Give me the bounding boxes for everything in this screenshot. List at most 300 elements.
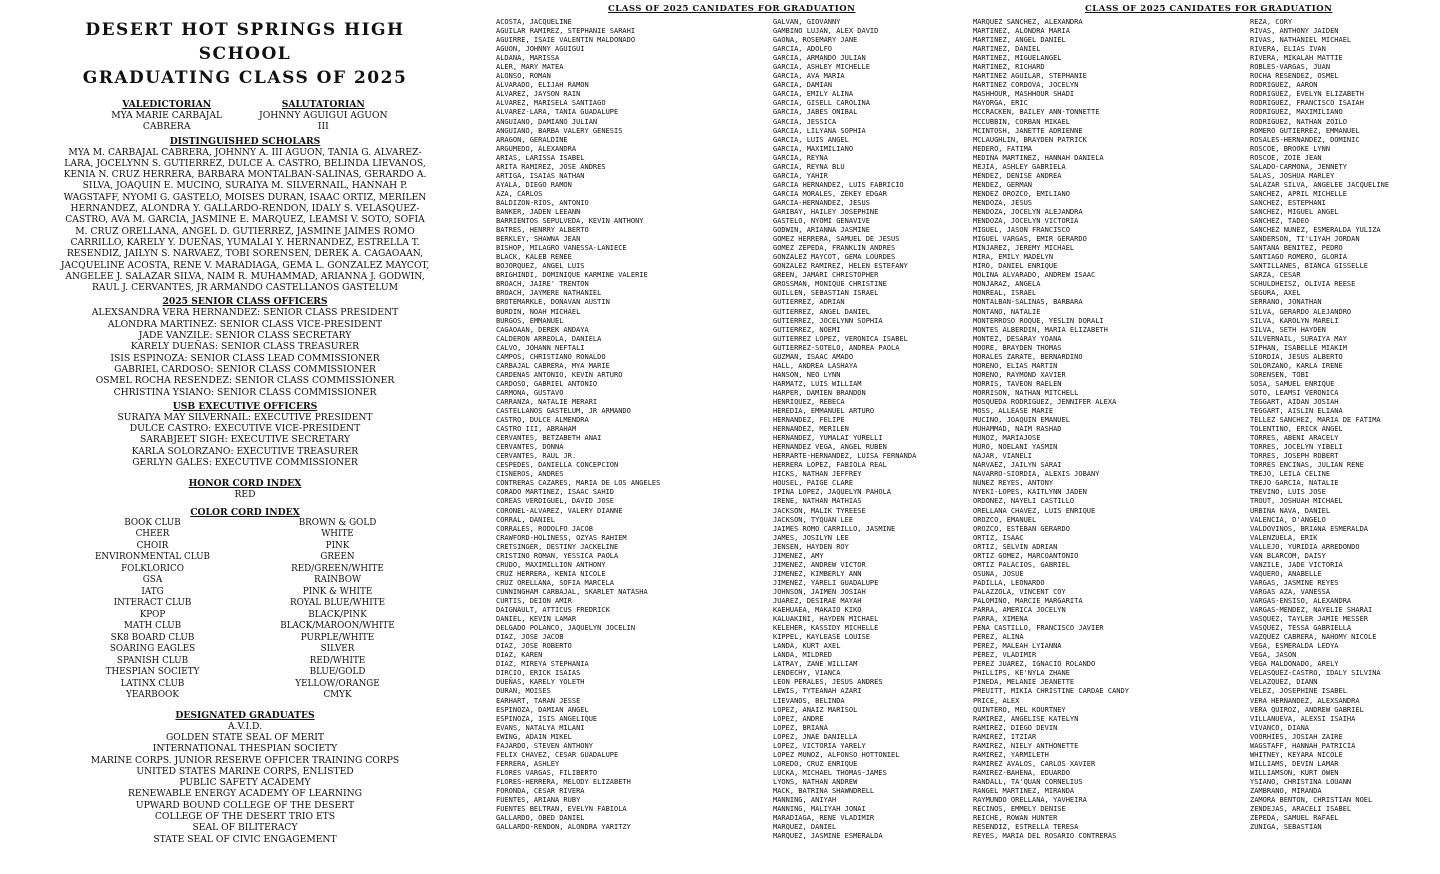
candidate-name: ESPINOZA, DAMIAN ANGEL [496,705,589,714]
candidate-name: LOREDO, CRUZ ENRIQUE [773,759,858,768]
candidate-name: ORDONEZ, NAYELI CASTILLO [973,497,1075,506]
candidate-name: ALONSO, ROMAN [496,72,551,81]
candidates-column-3 [973,18,1233,841]
candidate-name: ALVARADO, ELIJAH RAMON [496,81,589,90]
candidate-name: OSUNA, JOSUE [973,569,1024,578]
candidate-name: GODWIN, ARIANNA JASMINE [773,226,870,235]
salutatorian-name: JOHNNY AGUIGUI AGUON III [259,110,388,133]
candidate-name: BLACK, KALEB RENEE [496,253,572,262]
candidate-name: LYONS, NATHAN ANDREW [773,777,858,786]
candidate-name: MENDOZA, JOCELYN ALEJANDRA [973,207,1083,216]
candidate-name: MAYORGA, ERIC [973,99,1028,108]
candidate-name: RANDALL, TA'QUAN CORNELIUS [973,777,1083,786]
designation-item: COLLEGE OF THE DESERT TRIO ETS [154,810,336,822]
candidate-name: BOJORQUEZ, ANGEL LUIS [496,262,585,271]
candidate-name: HANSON, NEO LYNN [773,370,841,379]
candidate-name: GARCIA, ADOLFO [773,45,833,54]
candidate-name: MUNOZ, MARIAJOSE [973,434,1041,443]
candidate-name: HARMATZ, LUIS WILLIAM [773,379,862,388]
honors-row [60,96,430,133]
candidate-name: IRENE, NATHAN MATHIAS [773,497,862,506]
designation-item: UPWARD BOUND COLLEGE OF THE DESERT [135,799,355,811]
candidate-name: BROTEMARKLE, DONAVAN AUSTIN [496,298,610,307]
cord-color: WHITE [321,529,354,540]
designation-item: MARINE CORPS. JUNIOR RESERVE OFFICER TRAINING CORPS [90,754,400,766]
candidate-name: SALADO-CARMONA, JENNETY [1250,162,1347,171]
candidate-name: TROUT, JOSHUAH MICHAEL [1250,497,1343,506]
candidate-name: VIVANCO, DIANA [1250,723,1310,732]
candidate-name: CESPEDES, DANIELLA CONCEPCION [496,461,619,470]
candidate-name: MANNING, MALIYAH JONAI [773,805,866,814]
candidate-name: CRISTINO ROMAN, YESSICA PAOLA [496,551,619,560]
candidate-name: RAMIREZ, YARMILETH [973,750,1049,759]
candidate-name: CARMONA, GUSTAVO [496,388,564,397]
candidate-name: VILLANUEVA, ALEXSI ISAIHA [1250,714,1356,723]
candidate-name: REYES, MARIA DEL ROSARIO CONTRERAS [973,832,1117,841]
candidate-name: VEGA, JASON [1250,651,1297,660]
candidate-name: TEGGART, AIDAN JOSIAH [1250,397,1339,406]
candidate-name: MEDINA MARTINEZ, HANNAH DANIELA [973,153,1104,162]
candidate-name: DIAZ, KAREN [496,651,543,660]
candidate-name: MONREAL, ISRAEL [973,289,1037,298]
candidate-name: HALL, ANDREA LASHAYA [773,361,858,370]
designation-item: GOLDEN STATE SEAL OF MERIT [165,731,325,743]
cord-club: MATH CLUB [123,621,182,632]
candidate-name: LIEVANOS, BELINDA [773,696,845,705]
candidate-name: LOPEZ, ANAIZ MARISOL [773,705,858,714]
candidate-name: CERVANTES, RAUL JR. [496,452,577,461]
candidate-name: SANTANA BENITEZ, PEDRO [1250,244,1343,253]
candidate-name: MOSS, ALLEASE MARIE [973,407,1054,416]
candidate-name: CAGAOAAN, DEREK ANDAYA [496,325,589,334]
candidate-name: VALDOVINOS, BRIANA ESMERALDA [1250,524,1369,533]
candidate-name: CRUZ ORELLANA, SOFIA MARCELA [496,578,615,587]
cord-club: FOLKLORICO [121,563,184,574]
candidate-name: LOPEZ, ANDRE [773,714,824,723]
color-cord-table [60,518,430,702]
candidate-name: LUCKA, MICHAEL THOMAS-JAMES [773,768,887,777]
cord-color: GREEN [320,552,355,563]
candidate-name: PARRA, XIMENA [973,615,1028,624]
candidate-name: VAZQUEZ CABRERA, NAHOMY NICOLE [1250,633,1377,642]
cord-club: CHEER [135,529,170,540]
candidate-name: CARBAJAL CABRERA, MYA MARIE [496,361,610,370]
candidate-name: MENDOZA, JOCELYN VICTORIA [973,217,1079,226]
candidate-name: MUCINO, JOAQUIN EMANUEL [973,416,1070,425]
candidate-name: GUTIERREZ, ANGEL DANIEL [773,307,870,316]
candidate-name: RODRIGUEZ, NATHAN ZOILO [1250,117,1347,126]
candidate-name: HEREDIA, EMMANUEL ARTURO [773,407,875,416]
candidate-name: FELIX CHAVEZ, CESAR GUADALUPE [496,750,619,759]
designation-item: UNITED STATES MARINE CORPS, ENLISTED [136,765,354,777]
candidate-name: CERVANTES, DONNA [496,443,564,452]
candidate-name: SILVERNAIL, SURAIYA MAY [1250,334,1347,343]
candidate-name: ARAGON, GERALDINE [496,135,568,144]
candidate-name: ZEPEDA, SAMUEL RAFAEL [1250,814,1339,823]
candidate-name: PALOMINO, MARCIE MARGARITA [973,597,1083,605]
candidate-name: SANCHEZ, MIGUEL ANGEL [1250,207,1339,216]
candidate-name: SARZA, CESAR [1250,271,1301,280]
class-title: GRADUATING CLASS OF 2025 [82,68,408,88]
candidate-name: FLORES-HERRERA, MELODY ELIZABETH [496,777,631,786]
candidate-name: CALVO, JOHANN NEFTALI [496,343,585,352]
candidate-name: VARGAS, JASMINE REYES [1250,578,1339,587]
candidate-name: LANDA, MILDRED [773,651,833,660]
school-title: DESERT HOT SPRINGS HIGH SCHOOL [85,20,405,64]
candidate-name: JAMES, JOSILYN LEE [773,533,849,542]
scholars-heading: DISTINGUISHED SCHOLARS [169,135,321,147]
cord-club: SPANISH CLUB [116,655,189,666]
candidate-name: GARCIA-HERNANDEZ, JESUS [773,198,870,207]
candidate-name: ROSALES-HERNANDEZ, DOMINIC [1250,135,1360,144]
candidate-name: MCLAUGHLIN, BRAYDEN PATRICK [973,135,1087,144]
candidate-name: GARCIA, REYNA BLU [773,162,845,171]
candidate-name: MANNING, ANIYAH [773,796,837,805]
candidate-name: GAONA, ROSEMARY JANE [773,36,858,45]
candidate-name: TREJO, LEILA CELINE [1250,470,1331,479]
cord-color: CMYK [323,690,352,701]
candidate-name: ALER, MARY MATEA [496,63,564,72]
candidate-name: MARTINEZ, RICHARD [973,63,1045,72]
honor-cord-heading: HONOR CORD INDEX [188,478,302,490]
candidate-name: CORADO MARTINEZ, ISAAC SAHID [496,488,615,497]
candidate-name: GUZMAN, ISAAC AMADO [773,352,854,361]
candidate-name: RAMIREZ, NIELY ANTHONETTE [973,741,1079,750]
candidate-name: KIPPEL, KAYLEASE LOUISE [773,633,870,642]
candidate-name: NUNEZ REYES, ANTONY [973,479,1054,488]
candidate-name: LATRAY, ZANE WILLIAM [773,660,858,669]
candidate-name: NARVAEZ, JAILYN SARAI [973,461,1062,470]
candidate-name: RAMIREZ, ITZIAR [973,732,1037,741]
candidate-name: PRICE, ALEX [973,696,1020,705]
candidate-name: CARDOSO, GABRIEL ANTONIO [496,379,598,388]
cord-club: INTERACT CLUB [113,598,192,609]
candidate-name: GOMEZ HERRERA, SAMUEL DE JESUS [773,235,900,244]
candidate-name: JAIMES ROMO CARRILLO, JASMINE [773,524,896,533]
candidate-name: AGUON, JOHNNY AGUIGUI [496,45,585,54]
candidate-name: HOUSEL, PAIGE CLARE [773,479,854,488]
candidate-name: GUTIERREZ, JOCELYNN SOPHIA [773,316,883,325]
candidate-name: VELAZQUEZ, DIANN [1250,678,1318,687]
candidate-name: ALVAREZ, JAYSON RAIN [496,90,581,99]
candidate-name: MARTINEZ, ANGEL DANIEL [973,36,1066,45]
candidate-name: CRUZ HERRERA, KENIA NICOLE [496,569,606,578]
candidate-name: ORTIZ GOMEZ, MARCOANTONIO [973,551,1079,560]
candidate-name: MONTES ALBERDIN, MARIA ELIZABETH [973,325,1108,334]
candidate-name: KAEHUAEA, MAKAIO KIKO [773,606,862,615]
candidate-name: MASHHOUR, MASHHOUR SHADI [973,90,1075,99]
candidate-name: GASTELO, NYOMI GENAVIVE [773,217,870,226]
candidate-name: AYALA, DIEGO RAMON [496,180,572,189]
cord-color: BLACK/PINK [308,609,367,620]
candidate-name: LENDECHY, VIANCA [773,669,841,678]
candidate-name: GONZALEZ RAMIREZ, HELEN ESTEFANY [773,262,908,271]
candidate-name: MEJIA, ASHLEY GABRIELA [973,162,1066,171]
candidate-name: MARTINEZ, MIGUELANGEL [973,54,1062,63]
candidate-name: VARGAS AZA, VANESSA [1250,587,1331,596]
candidate-name: RANGEL MARTINEZ, MIRANDA [973,786,1075,795]
salutatorian-label: SALUTATORIAN [281,99,365,110]
candidate-name: RAMIREZ-BAHENA, EDUARDO [973,768,1070,777]
candidate-name: BATRES, HENRRY ALBERTO [496,226,589,235]
candidate-name: MIRA, EMILY MADELYN [973,253,1054,262]
candidate-name: WAGSTAFF, HANNAH PATRICIA [1250,741,1356,750]
candidate-name: TEGGART, AISLIN ELIANA [1250,407,1343,416]
candidate-name: MEDERO, FATIMA [973,144,1033,153]
candidate-name: GONZALEZ MAYCOT, GEMA LOURDES [773,253,896,262]
candidate-name: SIPHAN, ISABELLE MIAKIM [1250,343,1347,352]
candidate-name: VALLEJO, YURIDIA ARREDONDO [1250,542,1360,551]
candidate-name: DIRCIO, ERICK ISAIAS [496,669,581,678]
candidate-name: HICKS, NATHAN JEFFREY [773,470,862,479]
scholars-list: MYA M. CARBAJAL CABRERA, JOHNNY A. III AGUON, TANIA G. ALVAREZ-LARA, JOCELYNN S. GUTIERREZ, DULCE A. CASTRO, BELINDA LIEVANOS, KENIA N. CRUZ HERRERA, BARBARA MONTALBAN-SALINAS, GERARDO A. SILVA, JOAQUIN E. MUCINO, SURAIYA M. SILVERNAIL, HANNAH P. WAGSTAFF, NYOMI G. GASTELO, MOISES DURAN, ISAAC ORTIZ, MERILEN HERNANDEZ, ALONDRA Y. GALLARDO-RENDON, IDALY S. VELASQUEZ-CASTRO, AVA M. GARCIA, JASMINE E. MARQUEZ, LEAMSI V. SOTO, SOFIA M. CRUZ ORELLANA, ANGEL D. GUTIERREZ, JASMINE JAIMES ROMO CARRILLO, KARELY Y. DUEÑAS, YUMALAI Y. HERNANDEZ, ESTRELLA T. RESENDIZ, JAILYN S. NARVAEZ, TOBI SORENSEN, DEREK A. CAGAOAAN, JACQUELINE ACOSTA, RENE V. MARADIAGA, GEMA L. GONZALEZ MAYCOT, ANGELEE J. SALAZAR SILVA, NAIM R. MUHAMMAD, ARIANNA J. GODWIN, RAUL J. CERVANTES, JR ARMANDO CASTELLANOS GASTELUM [60,146,430,294]
cord-color: YELLOW/ORANGE [295,678,380,689]
candidate-name: RODRIGUEZ, MAXIMILIANO [1250,108,1343,117]
candidate-name: DURAN, MOISES [496,687,551,696]
candidate-name: SANCHEZ, APRIL MICHELLE [1250,189,1347,198]
candidate-name: ALVAREZ-LARA, TANIA GUADALUPE [496,108,619,117]
candidate-name: YSIANO, CHRISTINA LOUANN [1250,777,1352,786]
candidate-name: QUINTERO, MEL KOURTNEY [973,705,1066,714]
candidate-name: LANDA, KURT AXEL [773,642,841,651]
candidate-name: GARIBAY, HAILEY JOSEPHINE [773,207,879,216]
candidate-name: SANCHEZ, ESTEPHANI [1250,198,1326,207]
candidate-name: CRETSINGER, DESTINY JACKELINE [496,542,619,551]
candidate-name: VEGA MALDONADO, ARELY [1250,660,1339,669]
cord-color: RED/GREEN/WHITE [291,563,384,574]
candidate-name: ORTIZ PALACIOS, GABRIEL [973,560,1070,569]
candidate-name: CERVANTES, BETZABETH ANAI [496,434,602,443]
candidate-name: VAN BLARCOM, DAISY [1250,551,1326,560]
candidate-name: GARCIA, MAXIMILIANO [773,144,854,153]
candidate-name: TORRES, JOSEPH ROBERT [1250,452,1339,461]
candidate-name: GUTIERREZ LOPEZ, VERONICA ISABEL [773,334,908,343]
candidate-name: GARCIA, REYNA [773,153,828,162]
designated-list [60,721,430,845]
candidate-name: SANTIAGO ROMERO, GLORIA [1250,253,1347,262]
cord-club: THESPIAN SOCIETY [105,667,200,678]
cord-color: BLACK/MAROON/WHITE [280,621,395,632]
candidate-name: RESENDIZ, ESTRELLA TERESA [973,823,1079,832]
candidate-name: ZAMBRANO, MIRANDA [1250,786,1322,795]
candidate-name: VOORHIES, JOSIAH ZAIRE [1250,732,1343,741]
usb-heading: USB EXECUTIVE OFFICERS [172,400,318,412]
candidate-name: ALVAREZ, MARISELA SANTIAGO [496,99,606,108]
candidate-name: MONTANO, NATALIE [973,307,1041,316]
cord-club: CHOIR [136,540,169,551]
candidates-column-1 [496,18,756,832]
candidate-name: BROACH, JAIRE' TRENTON [496,280,589,289]
candidate-name: ROMERO GUTIERREZ, EMMANUEL [1250,126,1360,135]
candidate-name: GARCIA, JABES ONIBAL [773,108,858,117]
candidate-name: URBINA NAVA, DANIEL [1250,506,1331,515]
candidate-name: DUEÑAS, KARELY YOLETH [496,678,585,687]
candidate-name: OROZCO, EMANUEL [973,515,1037,524]
candidate-name: GAMBINO LUJAN, ALEX DAVID [773,27,879,36]
candidate-name: MOLINA ALVARADO, ANDREW ISAAC [973,271,1096,280]
candidate-name: ZAMORA BENTON, CHRISTIAN NOEL [1250,796,1373,805]
candidate-name: SORENSEN, TOBI [1250,370,1310,379]
candidate-name: MARQUEZ, JASMINE ESMERALDA [773,832,883,841]
cord-club: ENVIRONMENTAL CLUB [95,552,210,563]
candidate-name: SALAZAR SILVA, ANGELEE JACQUELINE [1250,180,1390,189]
candidate-name: MOORE, BRAYDEN THOMAS [973,343,1062,352]
candidate-name: SCHULDHEISZ, OLIVIA REESE [1250,280,1356,289]
candidate-name: BRIGHINDI, DOMINIQUE KARMINE VALERIE [496,271,648,280]
usb-list: SURAIYA MAY SILVERNAIL: EXECUTIVE PRESIDENT DULCE CASTRO: EXECUTIVE VICE-PRESIDENT SARABJEET SIGH: EXECUTIVE SECRETARY KARLA SOLORZANO: EXECUTIVE TREASURER GERLYN GALES: EXECUTIVE COMMISSIONER [117,411,373,469]
candidate-name: HENRIQUEZ, REBECA [773,397,845,406]
candidate-name: MORALES ZARATE, BERNARDINO [973,352,1083,361]
candidate-name: NAJAR, VIANELI [973,452,1033,461]
cord-color: RED/WHITE [309,655,366,666]
candidate-name: BARRIENTOS SEPULVEDA, KEVIN ANTHONY [496,217,644,226]
candidate-name: MACK, BATRINA SHAWNDRELL [773,786,875,795]
designation-item: PUBLIC SAFETY ACADEMY [179,777,311,789]
cord-club: IATG [141,586,164,597]
candidate-name: HERNANDEZ, MERILEN [773,425,849,434]
candidate-name: ESPINOZA, ISIS ANGELIQUE [496,714,598,723]
candidate-name: CUNNINGHAM CARBAJAL, SKARLET NATASHA [496,587,648,596]
candidate-name: TELLEZ SANCHEZ, MARIA DE FATIMA [1250,416,1381,425]
candidate-name: SOLORZANO, KARLA IRENE [1250,361,1343,370]
candidate-name: PHILLIPS, KE'NYLA ZHANE [973,669,1070,678]
candidate-name: ROCHA RESENDEZ, OSMEL [1250,72,1339,81]
candidate-name: MIGUEL VARGAS, EMIR GERARDO [973,235,1087,244]
cord-color: BROWN & GOLD [298,517,377,528]
candidate-name: CONTRERAS CAZARES, MARIA DE LOS ANGELES [496,479,661,488]
designation-item: STATE SEAL OF CIVIC ENGAGEMENT [153,833,337,845]
candidate-name: MONTALBAN-SALINAS, BARBARA [973,298,1083,307]
candidate-name: DIAZ, JOSE ROBERTO [496,642,572,651]
cord-color: PURPLE/WHITE [300,632,375,643]
candidate-name: JIMENEZ, ANDREW VICTOR [773,560,866,569]
candidate-name: ARTIGA, ISAIAS NATHAN [496,171,585,180]
candidate-name: GUTIERREZ, ADRIAN [773,298,845,307]
candidate-name: BALDIZON-RIOS, ANTONIO [496,198,589,207]
candidate-name: ARITA RAMIREZ, JOSE ANDRES [496,162,606,171]
candidate-name: DANIEL, KEVIN LAMAR [496,615,577,624]
candidate-name: BISHOP, MILAGRO VANESSA-LANIECE [496,244,627,253]
candidate-name: FUENTES, ARIANA RUBY [496,796,581,805]
candidate-name: MORRISON, NATHAN MITCHELL [973,388,1079,397]
candidate-name: HERNANDEZ, YUMALAI YURELLI [773,434,883,443]
candidate-name: MARTINEZ AGUILAR, STEPHANIE [973,72,1087,81]
candidate-name: VERA HERNANDEZ, ALEXSANDRA [1250,696,1360,705]
candidate-name: AZA, CARLOS [496,189,543,198]
candidate-name: BROACH, JAYMERE NATHANIEL [496,289,602,298]
candidate-name: JUAREZ, DESIRAE MAYAH [773,597,862,605]
designation-item: A.V.I.D. [227,720,262,732]
candidate-name: MONTEZ, DESARAY YOANA [973,334,1062,343]
candidate-name: GALLARDO-RENDON, ALONDRA YARITZY [496,823,631,832]
candidate-name: PENA CASTILLO, FRANCISCO JAVIER [973,624,1104,633]
candidate-name: VEGA, ESMERALDA LEDYA [1250,642,1339,651]
candidate-name: CRUDO, MAXIMILLION ANTHONY [496,560,606,569]
candidate-name: CORRALES, RODOLFO JACOB [496,524,593,533]
candidate-name: MCCUBBIN, CORBAN MIKAEL [973,117,1070,126]
candidate-name: CAMPOS, CHRISTIANO RONALDO [496,352,606,361]
candidate-name: MARQUEZ, DANIEL [773,823,837,832]
candidate-name: VELASQUEZ-CASTRO, IDALY SILVINA [1250,669,1381,678]
candidate-name: CRAWFORD-HOLINESS, OZYAS RAHIEM [496,533,627,542]
cord-club: KPOP [139,609,166,620]
cord-club: YEARBOOK [126,690,179,701]
candidate-name: EWING, ADAIN MIKEL [496,732,572,741]
candidate-name: RODRIGUEZ, AARON [1250,81,1318,90]
candidate-name: RAMIREZ AVALOS, CARLOS XAVIER [973,759,1096,768]
candidate-name: MARTINEZ, DANIEL [973,45,1041,54]
candidate-name: GUILLEN, SEBASTIAN ISRAEL [773,289,879,298]
candidate-name: KALUAKINI, HAYDEN MICHAEL [773,615,879,624]
candidate-name: PALAZZOLA, VINCENT COY [973,587,1066,596]
candidate-name: GARCIA, GISELL CAROLINA [773,99,870,108]
cord-color: ROYAL BLUE/WHITE [289,598,386,609]
candidate-name: ACOSTA, JACQUELINE [496,18,572,26]
candidate-name: ARIAS, LARISSA ISABEL [496,153,585,162]
candidate-name: GREEN, JAMARI CHRISTOPHER [773,271,879,280]
candidate-name: ROBLES-VARGAS, JUAN [1250,63,1331,72]
candidate-name: SOTO, LEAMSI VERONICA [1250,388,1339,397]
candidate-name: MARQUEZ SANCHEZ, ALEXANDRA [973,18,1083,26]
candidate-name: JIMENEZ, AMY [773,551,824,560]
candidate-name: CARRANZA, NATALIE MERARI [496,397,598,406]
candidate-name: TOLENTINO, ERICK ANGEL [1250,425,1343,434]
candidate-name: AGUILAR RAMIREZ, STEPHANIE SARAHI [496,27,636,36]
candidate-name: FLORES VARGAS, FILIBERTO [496,768,598,777]
candidate-name: MENDEZ, DENISE ANDREA [973,171,1062,180]
candidate-name: CASTRO III, ABRAHAM [496,425,577,434]
candidate-name: REICHE, ROWAN HUNTER [973,814,1058,823]
candidate-name: RODRIGUEZ, FRANCISCO ISAIAH [1250,99,1364,108]
candidate-name: MINJAREZ, JEREMY MICHAEL [973,244,1075,253]
candidate-name: SANTILLANES, BIANCA GISSELLE [1250,262,1369,271]
candidates-column-4 [1250,18,1435,832]
candidate-name: MENDEZ, GERMAN [973,180,1033,189]
candidate-name: ORTIZ, ISAAC [973,533,1024,542]
cord-club: LATINX CLUB [120,678,185,689]
candidate-name: SILVA, GERARDO ALEJANDRO [1250,307,1352,316]
candidate-name: MARTINEZ CORDOVA, JOCELYN [973,81,1079,90]
candidate-name: GARCIA HERNANDEZ, LUIS FABRICIO [773,180,904,189]
candidate-name: MIRO, DANIEL ENRIQUE [973,262,1058,271]
candidate-name: JIMENEZ, KIMBERLY ANN [773,569,862,578]
candidate-name: HARPER, DAMIEN BRANDON [773,388,866,397]
candidate-name: PEREZ, ALINA [973,633,1024,642]
candidate-name: MCCRACKEN, BAILEY ANN-TONNETTE [973,108,1100,117]
candidate-name: KELEHER, KASSIDY MICHELLE [773,624,879,633]
cord-color: RAINBOW [313,575,362,586]
designation-item: RENEWABLE ENERGY ACADEMY OF LEARNING [127,788,362,800]
candidate-name: CARDENAS ANTONIO, KEVIN ARTURO [496,370,623,379]
candidate-name: EVANS, NATALYA MILANI [496,723,585,732]
candidate-name: MONTERROSO ROQUE, YESLIN DORALI [973,316,1104,325]
candidate-name: PEREZ, VLADIMIR [973,651,1037,660]
candidate-name: MURO, NOELANI YASMIN [973,443,1058,452]
candidate-name: CURTIS, DEION AMIR [496,597,572,605]
candidate-name: VARGAS-MENDEZ, NAYELIE SHARAI [1250,606,1373,615]
candidate-name: PINEDA, MELANIE JEANETTE [973,678,1075,687]
candidate-name: LEON PERALES, JESUS ANDRES [773,678,883,687]
candidate-name: NAVARRO-SIORDIA, ALEXIS JOBANY [973,470,1100,479]
cord-club: SK8 BOARD CLUB [110,632,195,643]
candidate-name: GARCIA, EMILY ALINA [773,90,854,99]
candidate-name: PEREZ, MALEAH LYIANNA [973,642,1062,651]
cord-color: PINK [325,540,350,551]
candidate-name: JOHNSON, JAIMEN JOSIAH [773,587,866,596]
designation-item: INTERNATIONAL THESPIAN SOCIETY [152,743,338,755]
candidate-name: NYEKI-LOPES, KAITLYNN JADEN [973,488,1087,497]
candidate-name: BURDIN, NOAH MICHAEL [496,307,581,316]
